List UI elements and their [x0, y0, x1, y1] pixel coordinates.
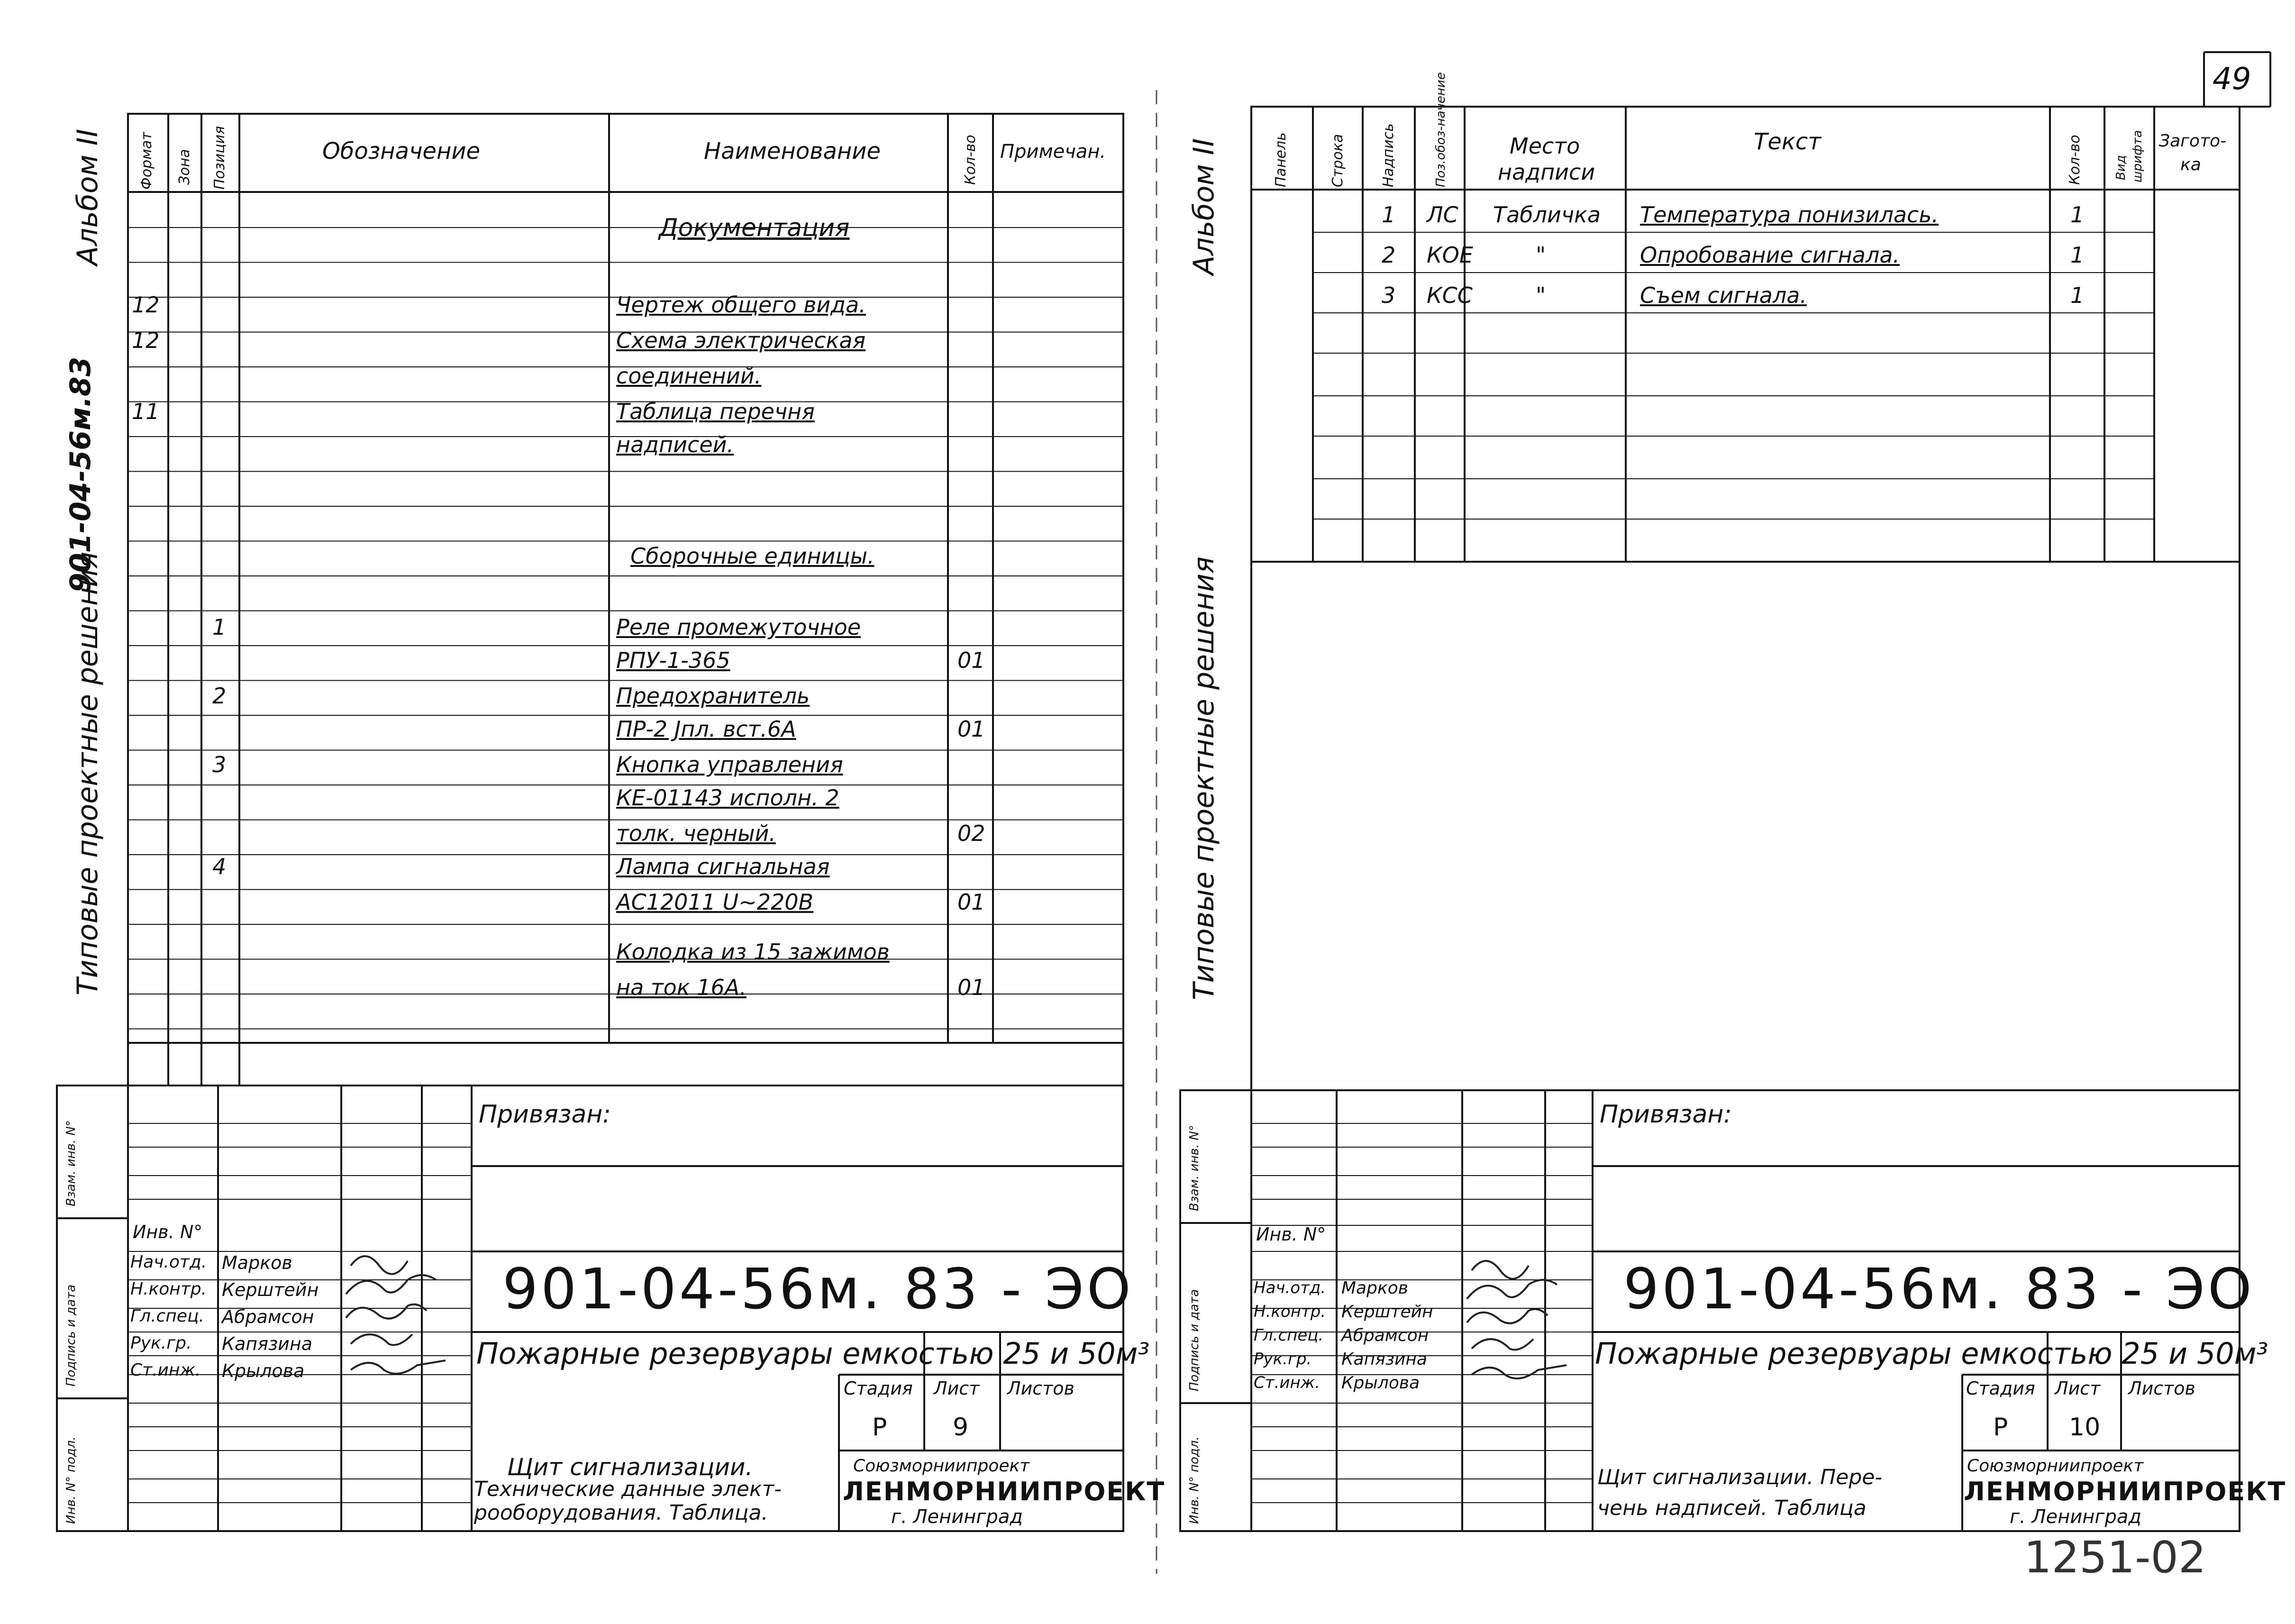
org-caps-left: ЛЕНМОРНИИПРОЕКТ [843, 1477, 1166, 1506]
sheet-title-left-1: Щит сигнализации. [507, 1453, 753, 1481]
side-field-right-2: Подпись и дата [1187, 1289, 1202, 1391]
sheet-value-right: 10 [2069, 1413, 2101, 1442]
stamp-person: Крылова [1341, 1373, 1420, 1393]
label-text: Температура понизилась. [1640, 202, 1939, 228]
stamp-role: Н.контр. [130, 1279, 207, 1299]
series-title-left: Типовые проектные решения [71, 551, 104, 995]
row-position: 1 [212, 614, 227, 640]
label-qty: 1 [2070, 242, 2085, 268]
row-position: 3 [212, 752, 227, 777]
header-font-2: шрифта [2131, 130, 2145, 182]
stamp-person: Марков [1341, 1278, 1408, 1298]
series-title-right: Типовые проектные решения [1187, 556, 1220, 1000]
row-format: 12 [132, 292, 160, 318]
sheet-title-left-3: рооборудования. Таблица. [474, 1501, 768, 1525]
label-code: КОЕ [1427, 242, 1473, 268]
stamp-role: Нач.отд. [1254, 1278, 1326, 1297]
archive-code: 1251-02 [2024, 1532, 2206, 1583]
stamp-role: Рук.гр. [1254, 1350, 1312, 1369]
side-field-left-3: Инв. N° подл. [64, 1436, 78, 1524]
stamp-person: Керштейн [1341, 1302, 1433, 1322]
series-code-left: 901-04-56м.83 [64, 356, 97, 593]
header-label: Надпись [1380, 123, 1397, 187]
row-position: 2 [212, 683, 227, 709]
side-field-right-3: Инв. N° подл. [1187, 1436, 1202, 1524]
row-name: ПР-2 Jпл. вст.6А [616, 716, 796, 742]
row-name: Документация [659, 214, 850, 242]
sheet-title-left-2: Технические данные элект- [474, 1477, 782, 1501]
stamp-person: Абрамсон [222, 1306, 314, 1327]
row-position: 4 [212, 854, 227, 879]
stamp-person: Крылова [222, 1360, 305, 1381]
row-name: Реле промежуточное [616, 614, 861, 640]
stamp-role: Рук.гр. [130, 1333, 192, 1353]
row-name: АС12011 U~220В [616, 889, 814, 915]
doc-code-right: 901-04-56м. 83 - ЭО [1623, 1256, 2255, 1322]
header-qty: Кол-во [962, 135, 979, 185]
stamp-role: Гл.спец. [1254, 1326, 1324, 1345]
row-name: Лампа сигнальная [616, 854, 830, 879]
row-qty: 01 [957, 975, 985, 1000]
stamp-person: Капязина [1341, 1350, 1427, 1369]
label-number: 2 [1382, 242, 1396, 268]
header-row: Строка [1330, 134, 1346, 187]
row-name: Сборочные единицы. [630, 543, 874, 569]
row-name: Чертеж общего вида. [616, 292, 866, 318]
row-qty: 02 [957, 821, 985, 846]
label-place: Табличка [1493, 202, 1601, 228]
stage-label-right: Стадия [1966, 1378, 2035, 1399]
row-qty: 01 [957, 889, 985, 915]
label-number: 3 [1382, 283, 1396, 308]
label-qty: 1 [2070, 283, 2085, 308]
header-place-2: надписи [1498, 159, 1595, 185]
project-title-left: Пожарные резервуары емкостью 25 и 50м³ [476, 1336, 1150, 1371]
side-field-left-2: Подпись и дата [64, 1284, 78, 1387]
sheet-label-right: Лист [2055, 1378, 2101, 1399]
row-qty: 01 [957, 716, 985, 742]
label-qty: 1 [2070, 202, 2085, 228]
label-place: " [1536, 283, 1546, 308]
header-note: Примечан. [1000, 141, 1106, 163]
header-pos: Поз.обоз-начение [1434, 72, 1448, 187]
sheet-label-left: Лист [934, 1378, 980, 1399]
row-format: 11 [132, 399, 160, 424]
signature-marks-left [341, 1237, 474, 1389]
header-blank-2: ка [2180, 155, 2201, 174]
row-name: Кнопка управления [616, 752, 843, 777]
org-city-right: г. Ленинград [2010, 1506, 2142, 1528]
stamp-role: Нач.отд. [130, 1252, 207, 1272]
bound-label-left: Привязан: [479, 1100, 611, 1129]
header-position: Позиция [211, 126, 228, 190]
stage-value-left: Р [872, 1413, 887, 1442]
inv-no-left: Инв. N° [133, 1222, 203, 1242]
label-text: Съем сигнала. [1640, 283, 1807, 308]
row-name: на ток 16А. [616, 975, 747, 1000]
header-panel: Панель [1273, 132, 1289, 187]
stamp-person: Керштейн [222, 1279, 319, 1300]
sheet-value-left: 9 [953, 1413, 969, 1442]
header-text: Текст [1754, 128, 1821, 155]
stamp-person: Капязина [222, 1333, 313, 1354]
album-title-left: Альбом II [71, 128, 104, 265]
header-format: Формат [138, 132, 155, 190]
label-code: КСС [1427, 283, 1473, 308]
row-name: Предохранитель [616, 683, 810, 709]
label-place: " [1536, 242, 1546, 268]
doc-code-left: 901-04-56м. 83 - ЭО [502, 1256, 1134, 1322]
header-zone: Зона [176, 149, 193, 185]
row-name: Таблица перечня [616, 399, 815, 424]
org-name-left: Союзморниипроект [853, 1456, 1030, 1476]
org-name-right: Союзморниипроект [1967, 1456, 2144, 1476]
signature-marks-right [1462, 1242, 1595, 1394]
stamp-person: Марков [222, 1252, 292, 1273]
label-code: ЛС [1427, 202, 1458, 228]
inv-no-right: Инв. N° [1256, 1224, 1326, 1245]
row-name: РПУ-1-365 [616, 648, 730, 673]
org-city-left: г. Ленинград [891, 1506, 1023, 1528]
stage-value-right: Р [1993, 1413, 2008, 1442]
stamp-role: Ст.инж. [1254, 1373, 1321, 1392]
header-designation: Обозначение [322, 138, 481, 164]
header-name: Наименование [704, 138, 881, 164]
sheet-title-right-1: Щит сигнализации. Пере- [1597, 1465, 1883, 1489]
sheet-title-right-2: чень надписей. Таблица [1597, 1496, 1867, 1520]
stage-label-left: Стадия [844, 1378, 913, 1399]
row-format: 12 [132, 328, 160, 353]
side-field-left-1: Взам. инв. N° [64, 1120, 78, 1206]
header-place-1: Место [1510, 133, 1580, 159]
stamp-role: Гл.спец. [130, 1306, 204, 1326]
label-text: Опробование сигнала. [1640, 242, 1900, 268]
album-title-right: Альбом II [1187, 138, 1220, 275]
row-name: надписей. [616, 432, 734, 457]
row-name: КЕ-01143 исполн. 2 [616, 785, 839, 811]
label-number: 1 [1382, 202, 1396, 228]
stamp-person: Абрамсон [1341, 1326, 1429, 1345]
bound-label-right: Привязан: [1600, 1100, 1732, 1129]
row-name: Колодка из 15 зажимов [616, 939, 890, 965]
stamp-role: Ст.инж. [130, 1360, 201, 1380]
row-name: Схема электрическая [616, 328, 866, 353]
stamp-role: Н.контр. [1254, 1302, 1326, 1321]
row-name: соединений. [616, 363, 762, 389]
row-name: толк. черный. [616, 821, 776, 846]
sheets-label-left: Листов [1007, 1378, 1075, 1399]
header-font-1: Вид [2114, 155, 2128, 180]
row-qty: 01 [957, 648, 985, 673]
page-number: 49 [2213, 62, 2251, 97]
header-blank-1: Загото- [2159, 131, 2227, 151]
sheets-label-right: Листов [2128, 1378, 2195, 1399]
project-title-right: Пожарные резервуары емкостью 25 и 50м³ [1595, 1336, 2268, 1371]
header-qty-right: Кол-во [2067, 135, 2083, 185]
side-field-right-1: Взам. инв. N° [1187, 1125, 1202, 1211]
org-caps-right: ЛЕНМОРНИИПРОЕКТ [1964, 1477, 2286, 1506]
